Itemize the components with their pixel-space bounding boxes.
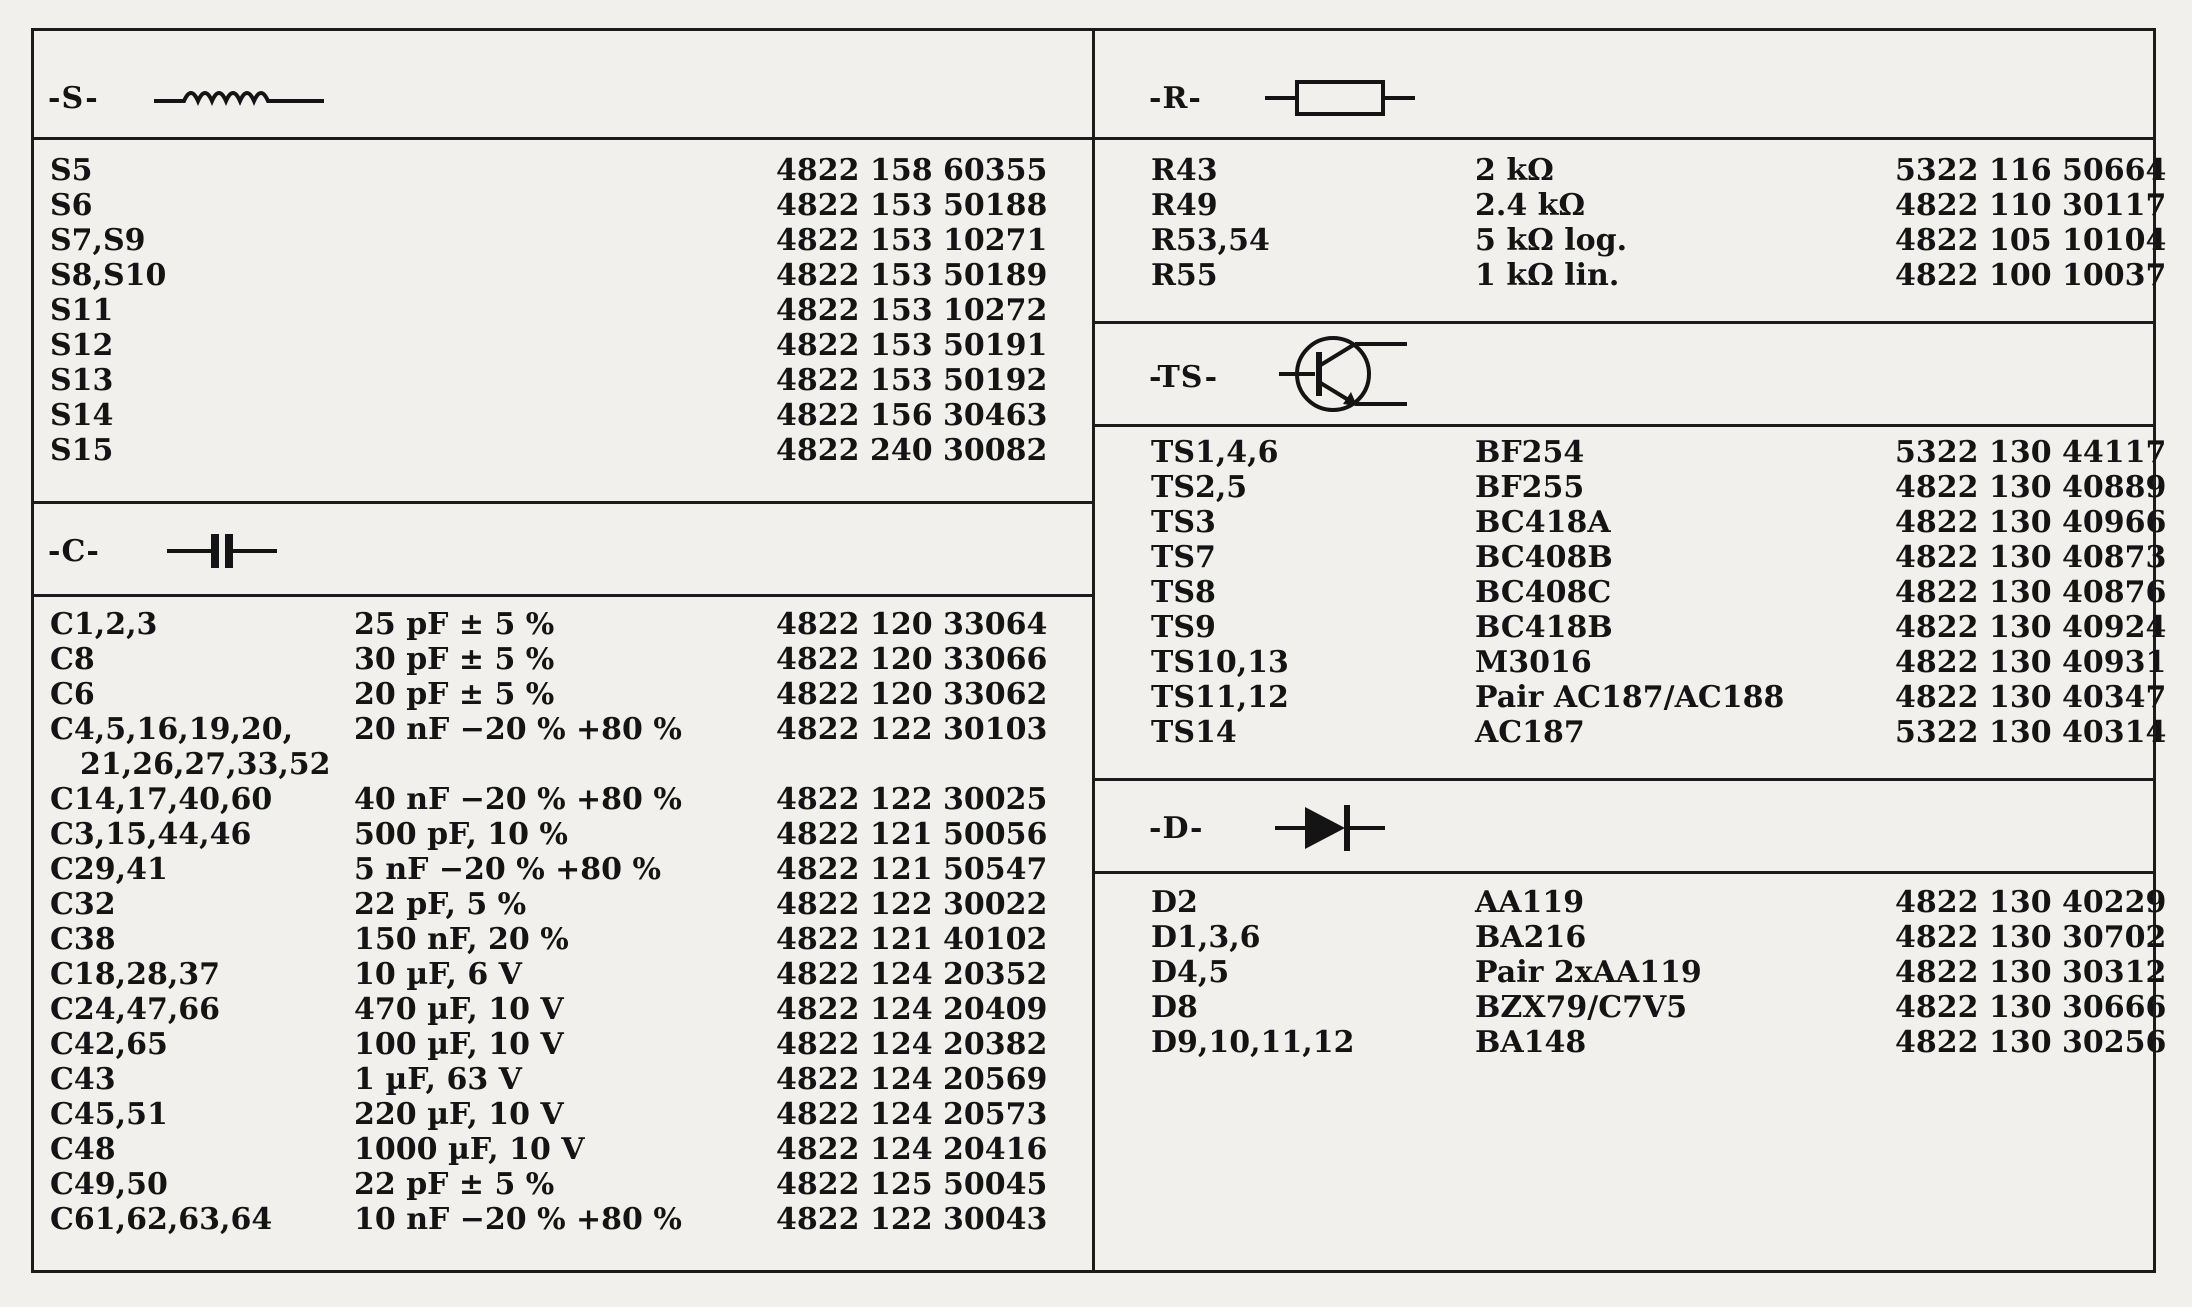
part-number: 4822 124 20416 (776, 1132, 1048, 1167)
component-value: 5 kΩ log. (1475, 223, 1628, 258)
component-value: 2.4 kΩ (1475, 188, 1586, 223)
part-number: 5322 130 40314 (1895, 715, 2167, 750)
component-reference: D8 (1151, 990, 1198, 1025)
component-reference: C14,17,40,60 (50, 782, 273, 817)
component-reference: C49,50 (50, 1167, 168, 1202)
component-value: 500 pF, 10 % (354, 817, 568, 852)
section-header-c (34, 504, 1092, 594)
part-number: 4822 110 30117 (1895, 188, 2167, 223)
section-s-rows (34, 153, 1092, 468)
component-value: BA148 (1475, 1025, 1587, 1060)
component-reference: S8,S10 (50, 258, 167, 293)
part-number: 4822 122 30043 (776, 1202, 1048, 1237)
component-value: 1 kΩ lin. (1475, 258, 1620, 293)
part-number: 4822 153 50189 (776, 258, 1048, 293)
component-reference: C42,65 (50, 1027, 168, 1062)
part-number: 4822 158 60355 (776, 153, 1048, 188)
part-number: 4822 153 10271 (776, 223, 1048, 258)
component-reference: TS2,5 (1151, 470, 1248, 505)
part-number: 5322 130 44117 (1895, 435, 2167, 470)
component-reference: S14 (50, 398, 114, 433)
component-reference: R43 (1151, 153, 1218, 188)
component-value: Pair AC187/AC188 (1475, 680, 1785, 715)
table-row (1095, 645, 2167, 680)
section-ts-rows (1095, 435, 2167, 750)
component-reference: C18,28,37 (50, 957, 221, 992)
part-number: 4822 130 30702 (1895, 920, 2167, 955)
table-row (1095, 540, 2167, 575)
part-number: 4822 100 10037 (1895, 258, 2167, 293)
parts-list-table (31, 28, 2167, 1273)
part-number: 4822 125 50045 (776, 1167, 1048, 1202)
inductor-coil-icon (154, 79, 324, 119)
table-row (1095, 470, 2167, 505)
component-reference: R55 (1151, 258, 1218, 293)
table-row (1095, 1025, 2167, 1060)
component-reference: C4,5,16,19,20, (50, 712, 294, 747)
capacitor-icon (167, 526, 277, 576)
part-number: 4822 120 33066 (776, 642, 1048, 677)
part-number: 4822 130 40873 (1895, 540, 2167, 575)
table-row (34, 1062, 1092, 1097)
component-reference: TS8 (1151, 575, 1216, 610)
component-value: BZX79/C7V5 (1475, 990, 1688, 1025)
component-reference: C48 (50, 1132, 116, 1167)
table-row (1095, 885, 2167, 920)
component-reference: 21,26,27,33,52 (80, 747, 331, 782)
part-number: 4822 153 10272 (776, 293, 1048, 328)
diode-icon (1275, 801, 1385, 855)
component-value: 10 µF, 6 V (354, 957, 522, 992)
table-row (34, 607, 1092, 642)
section-r-rows (1095, 153, 2167, 293)
part-number: 4822 105 10104 (1895, 223, 2167, 258)
component-value: 20 pF ± 5 % (354, 677, 555, 712)
part-number: 4822 153 50192 (776, 363, 1048, 398)
section-code-d: -D- (1149, 811, 1204, 846)
part-number: 4822 130 40924 (1895, 610, 2167, 645)
part-number: 4822 156 30463 (776, 398, 1048, 433)
table-row (34, 258, 1092, 293)
component-value: BF255 (1475, 470, 1585, 505)
part-number: 4822 130 40229 (1895, 885, 2167, 920)
part-number: 4822 124 20352 (776, 957, 1048, 992)
table-row (34, 992, 1092, 1027)
component-value: M3016 (1475, 645, 1592, 680)
component-value: BC408B (1475, 540, 1613, 575)
table-row (1095, 610, 2167, 645)
component-value: 100 µF, 10 V (354, 1027, 564, 1062)
table-row (34, 293, 1092, 328)
part-number: 4822 240 30082 (776, 433, 1048, 468)
left-column (34, 31, 1092, 1270)
part-number: 4822 122 30022 (776, 887, 1048, 922)
table-row (34, 747, 1092, 782)
right-column (1092, 31, 2167, 1270)
component-reference: S12 (50, 328, 114, 363)
component-value: 1000 µF, 10 V (354, 1132, 585, 1167)
part-number: 4822 124 20569 (776, 1062, 1048, 1097)
section-code-s: -S- (48, 81, 99, 116)
part-number: 4822 130 40876 (1895, 575, 2167, 610)
table-row (34, 677, 1092, 712)
part-number: 4822 130 30256 (1895, 1025, 2167, 1060)
component-value: 22 pF ± 5 % (354, 1167, 555, 1202)
component-reference: TS11,12 (1151, 680, 1289, 715)
component-value: BC418B (1475, 610, 1613, 645)
component-value: 22 pF, 5 % (354, 887, 527, 922)
component-value: Pair 2xAA119 (1475, 955, 1702, 990)
part-number: 4822 120 33062 (776, 677, 1048, 712)
component-value: 470 µF, 10 V (354, 992, 564, 1027)
component-reference: C3,15,44,46 (50, 817, 252, 852)
table-row (34, 957, 1092, 992)
component-value: BF254 (1475, 435, 1585, 470)
component-reference: C32 (50, 887, 116, 922)
part-number: 4822 124 20409 (776, 992, 1048, 1027)
section-code-r: -R- (1149, 81, 1202, 116)
section-code-c: -C- (48, 534, 100, 569)
table-row (1095, 188, 2167, 223)
part-number: 4822 130 40966 (1895, 505, 2167, 540)
part-number: 4822 120 33064 (776, 607, 1048, 642)
component-reference: C1,2,3 (50, 607, 158, 642)
table-row (34, 817, 1092, 852)
component-reference: C6 (50, 677, 95, 712)
table-row (34, 188, 1092, 223)
table-row (1095, 920, 2167, 955)
table-row (34, 922, 1092, 957)
component-value: 2 kΩ (1475, 153, 1554, 188)
component-value: 10 nF −20 % +80 % (354, 1202, 682, 1237)
component-reference: C43 (50, 1062, 116, 1097)
section-c-rows (34, 607, 1092, 1237)
table-row (34, 433, 1092, 468)
part-number: 4822 153 50188 (776, 188, 1048, 223)
table-row (1095, 680, 2167, 715)
component-reference: S11 (50, 293, 114, 328)
table-row (34, 398, 1092, 433)
part-number: 4822 153 50191 (776, 328, 1048, 363)
part-number: 4822 130 30312 (1895, 955, 2167, 990)
component-value: BA216 (1475, 920, 1587, 955)
table-row (34, 1097, 1092, 1132)
component-reference: R53,54 (1151, 223, 1270, 258)
resistor-icon (1265, 76, 1415, 120)
component-reference: TS10,13 (1151, 645, 1289, 680)
component-reference: TS14 (1151, 715, 1237, 750)
component-reference: TS9 (1151, 610, 1216, 645)
component-value: BC418A (1475, 505, 1611, 540)
component-value: 220 µF, 10 V (354, 1097, 564, 1132)
component-reference: TS3 (1151, 505, 1216, 540)
part-number: 4822 121 50056 (776, 817, 1048, 852)
component-reference: C38 (50, 922, 116, 957)
table-row (1095, 258, 2167, 293)
part-number: 4822 130 30666 (1895, 990, 2167, 1025)
component-reference: C61,62,63,64 (50, 1202, 273, 1237)
table-row (1095, 955, 2167, 990)
table-row (34, 223, 1092, 258)
component-reference: S6 (50, 188, 93, 223)
part-number: 5322 116 50664 (1895, 153, 2167, 188)
component-value: 30 pF ± 5 % (354, 642, 555, 677)
section-header-d (1095, 781, 2153, 871)
table-row (34, 642, 1092, 677)
part-number: 4822 121 50547 (776, 852, 1048, 887)
component-reference: D4,5 (1151, 955, 1230, 990)
component-reference: C29,41 (50, 852, 168, 887)
component-reference: S13 (50, 363, 114, 398)
component-value: 25 pF ± 5 % (354, 607, 555, 642)
table-row (1095, 505, 2167, 540)
table-row (34, 153, 1092, 188)
component-reference: C24,47,66 (50, 992, 221, 1027)
table-row (34, 782, 1092, 817)
part-number: 4822 130 40347 (1895, 680, 2167, 715)
component-reference: D9,10,11,12 (1151, 1025, 1355, 1060)
section-header-s (34, 31, 1092, 137)
table-row (34, 712, 1092, 747)
table-row (34, 328, 1092, 363)
part-number: 4822 121 40102 (776, 922, 1048, 957)
section-header-r (1095, 31, 2153, 137)
section-header-ts (1095, 324, 2153, 424)
component-reference: S7,S9 (50, 223, 146, 258)
table-row (34, 1202, 1092, 1237)
component-value: AC187 (1475, 715, 1585, 750)
table-row (1095, 153, 2167, 188)
component-reference: S15 (50, 433, 114, 468)
component-reference: C45,51 (50, 1097, 168, 1132)
table-row (34, 1027, 1092, 1062)
component-value: AA119 (1475, 885, 1585, 920)
part-number: 4822 124 20382 (776, 1027, 1048, 1062)
section-code-ts: -TS- (1149, 360, 1219, 395)
table-row (1095, 223, 2167, 258)
table-row (1095, 435, 2167, 470)
table-row (34, 1167, 1092, 1202)
component-reference: D2 (1151, 885, 1198, 920)
component-reference: D1,3,6 (1151, 920, 1261, 955)
component-reference: R49 (1151, 188, 1218, 223)
component-reference: S5 (50, 153, 93, 188)
table-row (34, 887, 1092, 922)
part-number: 4822 124 20573 (776, 1097, 1048, 1132)
table-row (34, 363, 1092, 398)
component-value: 40 nF −20 % +80 % (354, 782, 682, 817)
component-value: 1 µF, 63 V (354, 1062, 522, 1097)
component-value: 20 nF −20 % +80 % (354, 712, 682, 747)
table-row (34, 852, 1092, 887)
component-reference: TS7 (1151, 540, 1216, 575)
table-row (1095, 990, 2167, 1025)
part-number: 4822 130 40889 (1895, 470, 2167, 505)
component-reference: TS1,4,6 (1151, 435, 1279, 470)
component-value: BC408C (1475, 575, 1612, 610)
table-row (1095, 575, 2167, 610)
part-number: 4822 130 40931 (1895, 645, 2167, 680)
part-number: 4822 122 30103 (776, 712, 1048, 747)
component-value: 5 nF −20 % +80 % (354, 852, 661, 887)
component-reference: C8 (50, 642, 95, 677)
part-number: 4822 122 30025 (776, 782, 1048, 817)
transistor-icon (1279, 330, 1409, 418)
table-row (34, 1132, 1092, 1167)
section-d-rows (1095, 885, 2167, 1060)
component-value: 150 nF, 20 % (354, 922, 569, 957)
table-row (1095, 715, 2167, 750)
